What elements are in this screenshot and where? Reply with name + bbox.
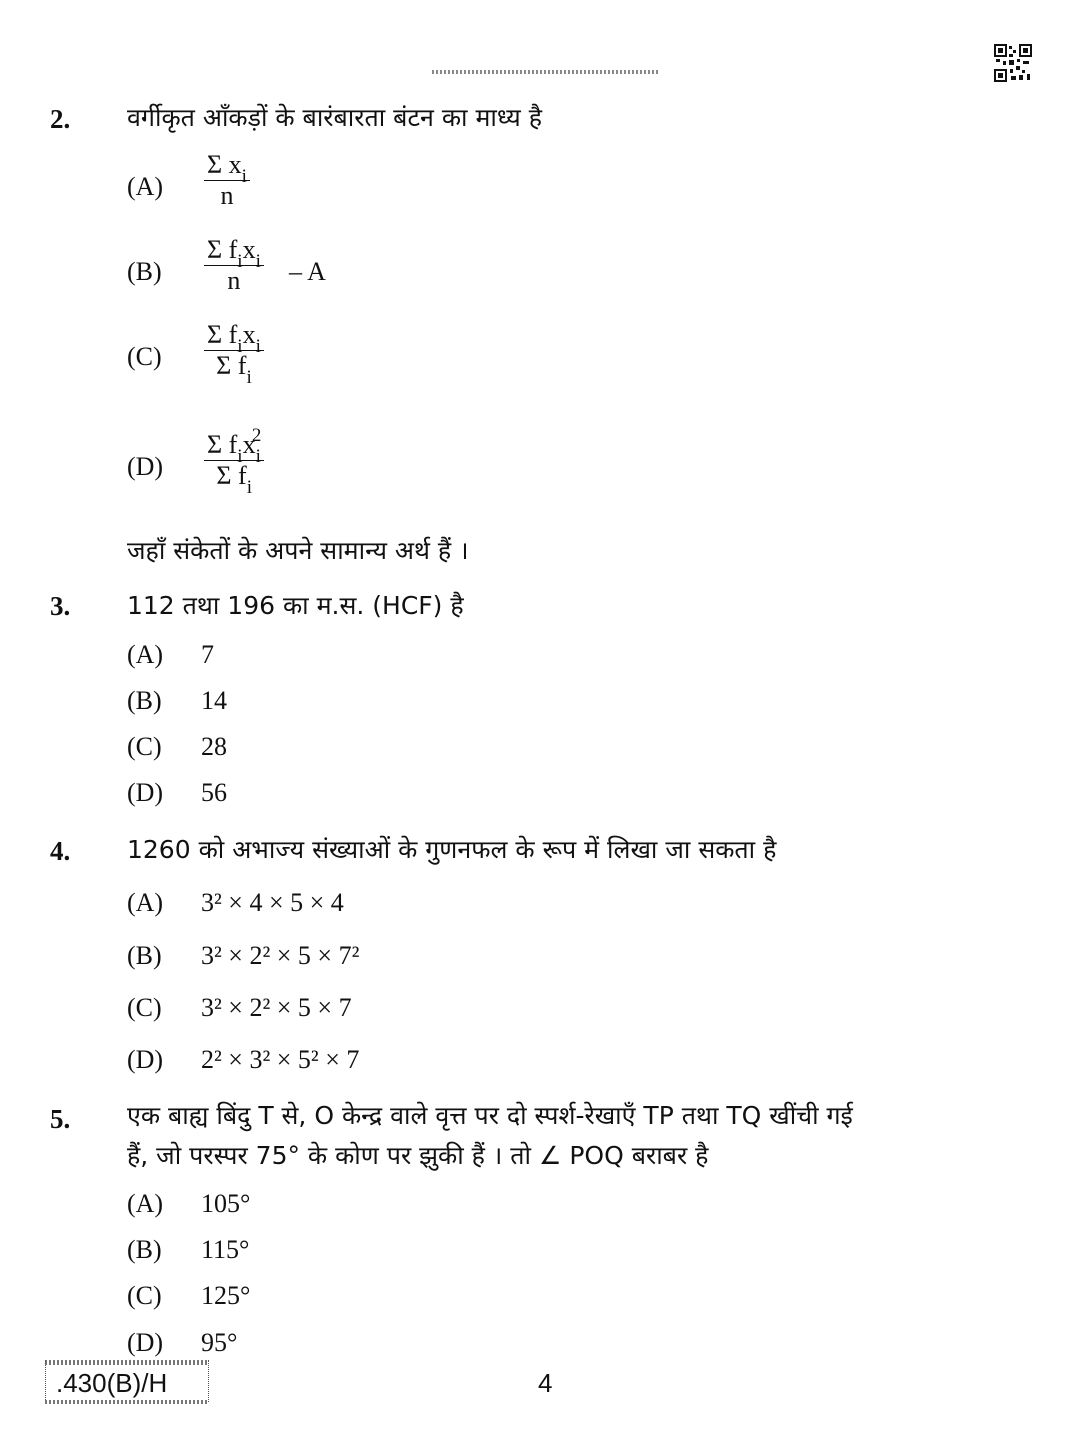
question-3-text: 112 तथा 196 का म.स. (HCF) है [127,591,464,620]
qr-code-icon [994,44,1032,82]
q3-option-b-label: (B) [127,686,162,715]
q4-option-d-label: (D) [127,1045,164,1074]
q4-option-a-value: 3² × 4 × 5 × 4 [201,888,344,917]
q5-option-c-label: (C) [127,1281,162,1310]
q2-option-a-numerator: Σ $x_i$ [204,150,250,181]
footer-microtext-strip-bottom [45,1400,207,1404]
question-5-number: 5. [50,1104,71,1134]
q5-option-b-label: (B) [127,1235,162,1264]
header-microtext-strip [432,70,658,74]
q2-option-b-denominator: n [227,266,241,295]
q2-option-b-fraction [204,235,264,296]
q4-option-a-label: (A) [127,888,164,917]
q5-option-c-value: 125° [201,1281,251,1310]
paper-code: .430(B)/H [56,1368,168,1398]
q4-option-c-value: 3² × 2² × 5 × 7 [201,993,352,1022]
q2-option-c-numerator: Σ $f_ix_i$ [204,320,264,351]
q3-option-c-value: 28 [201,732,227,761]
q3-option-a-label: (A) [127,640,164,669]
q2-option-d-denominator: Σ $f_i$ [216,461,252,498]
q4-option-b-label: (B) [127,941,162,970]
question-5-line-2: हैं, जो परस्पर 75° के कोण पर झुकी हैं । तो ∠ POQ बराबर है [127,1141,709,1170]
q5-option-a-value: 105° [201,1189,251,1218]
q2-option-a-fraction [204,150,250,211]
q2-option-c-denominator: Σ $f_i$ [216,351,252,388]
q2-option-b-numerator: Σ $f_ix_i$ [204,235,264,266]
q2-option-a-label: (A) [127,172,164,201]
q3-option-d-label: (D) [127,778,164,807]
q2-option-d-numerator: Σ $f_ix_i^2$ [204,424,264,461]
question-4-text: 1260 को अभाज्य संख्याओं के गुणनफल के रूप में लिखा जा सकता है [127,835,777,864]
q3-option-a-value: 7 [201,640,214,669]
q5-option-b-value: 115° [201,1235,250,1264]
q3-option-c-label: (C) [127,732,162,761]
question-2-text: वर्गीकृत आँकड़ों के बारंबारता बंटन का माध्य है [127,103,543,132]
q5-option-d-label: (D) [127,1328,164,1357]
page-number: 4 [538,1368,553,1398]
q2-option-a-denominator: n [220,181,234,210]
question-2-number: 2. [50,104,71,134]
q3-option-d-value: 56 [201,778,227,807]
question-3-number: 3. [50,591,71,621]
question-5-line-1: एक बाह्य बिंदु T से, O केन्द्र वाले वृत्त पर दो स्पर्श-रेखाएँ TP तथा TQ खींची गई [127,1101,853,1130]
question-2-note: जहाँ संकेतों के अपने सामान्य अर्थ हैं । [127,536,469,565]
question-4-number: 4. [50,836,71,866]
q3-option-b-value: 14 [201,686,227,715]
q2-option-b-label: (B) [127,257,162,286]
q4-option-d-value: 2² × 3² × 5² × 7 [201,1045,360,1074]
q4-option-b-value: 3² × 2² × 5 × 7² [201,941,360,970]
q2-option-b-suffix: – A [289,257,326,286]
q5-option-a-label: (A) [127,1189,164,1218]
q5-option-d-value: 95° [201,1328,238,1357]
q2-option-d-label: (D) [127,452,164,481]
q2-option-c-label: (C) [127,342,162,371]
q4-option-c-label: (C) [127,993,162,1022]
q2-option-c-fraction [204,320,264,388]
q2-option-d-fraction [204,424,264,498]
